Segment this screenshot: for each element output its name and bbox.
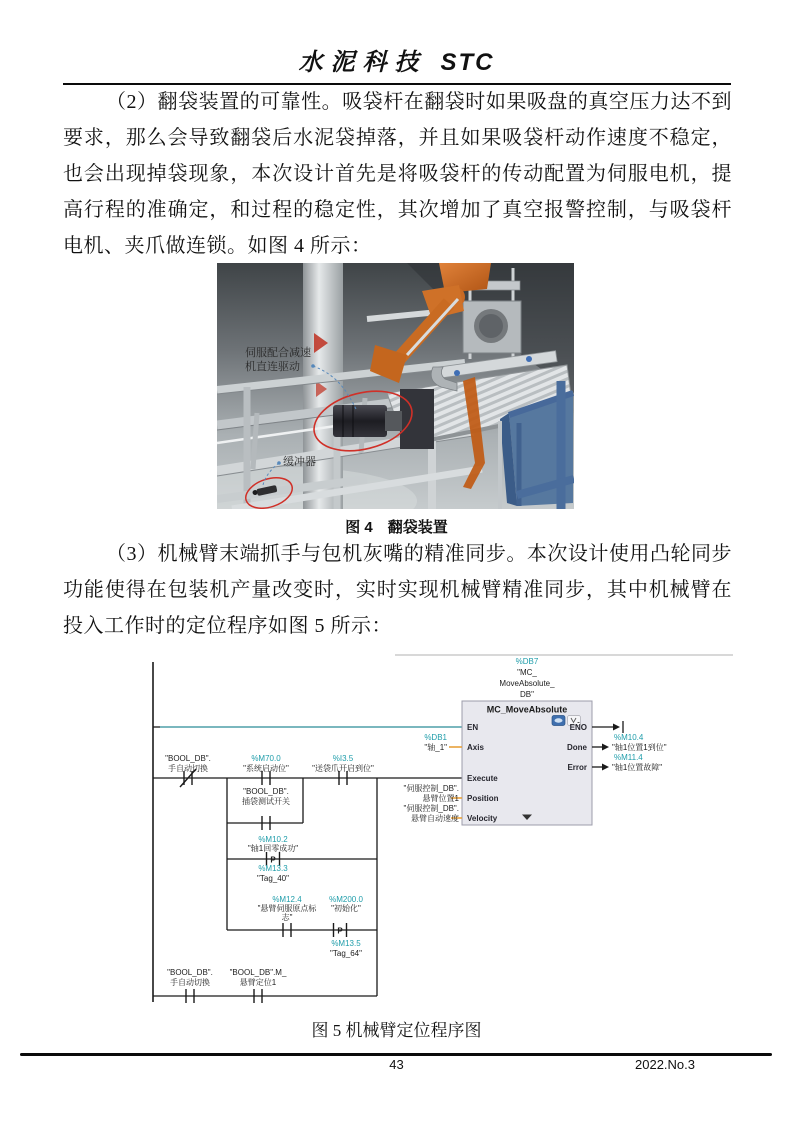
operand-address: %M200.0 [329,895,363,904]
journal-abbreviation: STC [440,49,495,76]
operand-address: %I3.5 [332,754,354,763]
block-param: Axis [467,743,484,752]
operand-address: %M12.4 [272,895,302,904]
page-number: 43 [389,1057,404,1072]
block-param: Error [567,763,587,772]
paragraph-3: （3）机械臂末端抓手与包机灰嘴的精准同步。本次设计使用凸轮同步功能使得在包装机产量改变时，实时实现机械臂精准同步，其中机械臂在投入工作时的定位程序如图 5 所示： [63,543,732,637]
page-title [0,42,793,77]
block-param: Execute [467,774,498,783]
operand-label: "轴1位置1到位" [612,743,667,752]
operand-label: "初始化" [331,904,361,913]
operand-label: "轴1回零成功" [247,844,299,853]
operand-label: 手自动切换 [168,764,208,773]
operand-label: "悬臂伺服原点标 [257,904,317,913]
db-name: MoveAbsolute_ [499,679,555,688]
figure4-photo [217,263,574,509]
operand-label: 插袋测试开关 [242,797,290,806]
operand-address: %M11.4 [614,753,643,762]
issue-number: 2022.No.3 [635,1057,695,1072]
operand-label: 悬臂位置1 [422,794,459,803]
operand-address: %M10.4 [614,733,644,742]
db-address: %DB7 [515,657,539,666]
block-param: ENO [569,723,587,732]
annotation-servo-line1: 伺服配合减速 [245,347,311,359]
operand-address: %M13.3 [258,864,288,873]
operand-label: "送袋爪开启到位" [312,764,374,773]
operand-label: "系统启动位" [243,764,289,773]
paragraph-2: （2）翻袋装置的可靠性。吸袋杆在翻袋时如果吸盘的真空压力达不到要求，那么会导致翻袋后水泥袋掉落，并且如果吸袋杆动作速度不稳定，也会出现掉袋现象，本次设计首先是将吸袋杆的传动配置为伺服电机，提高行程的准确定，和过程的稳定性，其次增加了真空报警控制，与吸袋杆电机、夹爪做连锁。如图 4 所示： [63,91,732,257]
operand-label: "BOOL_DB". [165,754,211,763]
annotation-servo-line2: 机直连驱动 [245,361,300,373]
operand-label: 手自动切换 [170,978,210,987]
operand-label: "BOOL_DB". [167,968,213,977]
db-name: "MC_ [517,668,537,677]
operand-label: "Tag_40" [257,874,289,883]
operand-label: 悬臂定位1 [239,978,277,987]
figure4-caption: 图 4 翻袋装置 [345,519,448,536]
arrow-icon [613,724,620,731]
operand-label: "伺服控制_DB". [403,804,459,813]
contact-labels [165,754,374,987]
operand-address: %M70.0 [251,754,281,763]
figure5-ladder-diagram [63,650,733,1012]
block-param: Position [467,794,499,803]
arrow-icon [602,744,609,751]
mc-moveabsolute-block [462,657,592,825]
block-param: Velocity [467,814,498,823]
operand-address: %M13.5 [331,939,361,948]
operand-label: "BOOL_DB".M_ [229,968,287,977]
block-param: EN [467,723,479,732]
annotation-buffer-label: 缓冲器 [283,456,316,468]
block-icon-glyph [555,718,563,722]
db-name: DB" [520,690,534,699]
operand-address: %DB1 [424,733,447,742]
footer-rule [20,1053,772,1056]
journal-name: 水泥科技 [298,50,427,76]
operand-address: %M10.2 [258,835,288,844]
operand-label: 悬臂自动速度 [411,814,459,823]
p-contact-letter: P [270,855,276,865]
arrow-icon [602,764,609,771]
operand-label: "BOOL_DB". [243,787,289,796]
operand-label: 志" [281,913,293,922]
operand-label: "Tag_64" [330,949,362,958]
operand-label: "伺服控制_DB". [403,784,459,793]
block-title: MC_MoveAbsolute [486,704,568,715]
block-param: Done [567,743,587,752]
p-contact-letter: P [337,926,343,936]
ladder-wires [153,662,462,1002]
operand-label: "轴_1" [424,743,447,752]
figure5-caption: 图 5 机械臂定位程序图 [311,1021,482,1040]
operand-label: "轴1位置故障" [612,763,663,772]
